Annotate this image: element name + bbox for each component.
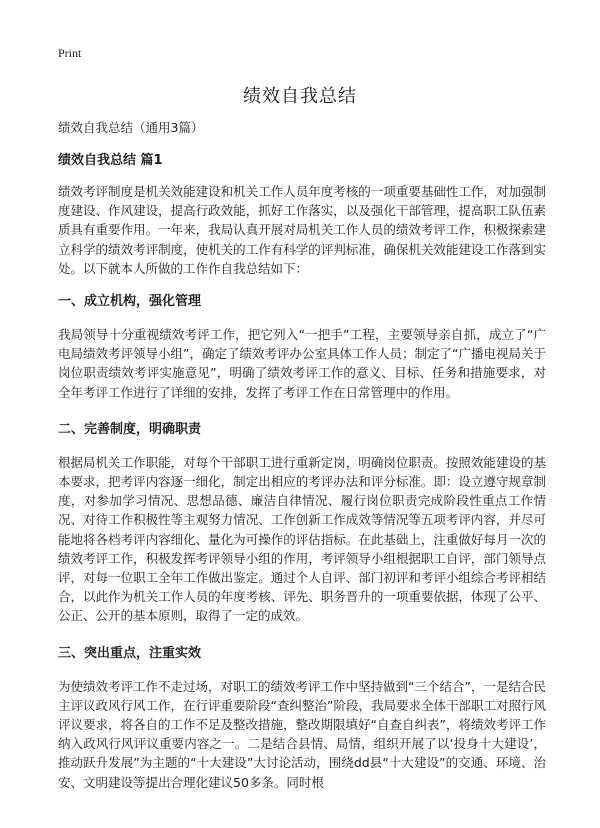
heading-establish-organization: 一、成立机构，强化管理 <box>58 294 202 310</box>
print-link[interactable]: Print <box>58 46 82 60</box>
section-title: 绩效自我总结 篇1 <box>58 153 163 168</box>
intro-paragraph: 绩效考评制度是机关效能建设和机关工作人员年度考核的一项重要基础性工作，对加强制度建设、作风建设，提高行政效能，抓好工作落实，以及强化干部管理，提高职工队伍素质具有重要作用。一年来，我局认真开展对局机关工作人员的绩效考评工作，积极探索建立科学的绩效考评制度，使机关的工作有科学的评判标准，确保机关效能建设工作落到实处。以下就本人所做的工作作自我总结如下： <box>58 184 546 276</box>
document-body <box>58 118 546 809</box>
paragraph-highlight-focus: 为使绩效考评工作不走过场，对职工的绩效考评工作中坚持做到“三个结合”，一是结合民主评议政风行风工作，在行评重要阶段“查纠整治”阶段，我局要求全体干部职工对照行风评议要求，将各自的工作不足及整改措施，整改期限填好“自查自纠表”，将绩效考评工作纳入政风行风评议重要内容之一。二是结合县情、局情，组织开展了以‘投身十大建设’，推动跃升发展”为主题的“十大建设”大讨论活动，围绕dd县“十大建设”的交通、环境、治安、文明建设等提出合理化建议50多条。同时根 <box>58 678 546 790</box>
document-subtitle: 绩效自我总结（通用3篇） <box>58 120 204 135</box>
heading-improve-system: 二、完善制度，明确职责 <box>58 421 202 437</box>
paragraph-improve-system: 根据局机关工作职能，对每个干部职工进行重新定岗，明确岗位职责。按照效能建设的基本要求，把考评内容逐一细化，制定出相应的考评办法和评分标准。即：设立遵守规章制度，对参加学习情况、思想品德、廉洁自律情况、履行岗位职责完成阶段性重点工作情况、对待工作积极性等主观努力情况、工作创新工作成效等情况等五项考评内容，并尽可能地将各档考评内容细化、量化为可操作的评估指标。在此基础上，注重做好每月一次的绩效考评工作，积极发挥考评领导小组的作用，考评领导小组根据职工自评，部门领导点评，对每一位职工全年工作做出鉴定。通过个人自评、部门初评和考评小组综合考评相结合，以此作为机关工作人员的年度考核、评先、职务晋升的一项重要依据，体现了公平、公正、公开的基本原则，取得了一定的成效。 <box>58 454 546 624</box>
document-title: 绩效自我总结 <box>243 86 357 107</box>
heading-highlight-focus: 三、突出重点，注重实效 <box>58 645 202 661</box>
paragraph-establish-organization: 我局领导十分重视绩效考评工作，把它列入“一把手”工程，主要领导亲自抓，成立了“广电局绩效考评领导小组”，确定了绩效考评办公室具体工作人员；制定了“广播电视局关于岗位职责绩效考评实施意见”，明确了绩效考评工作的意义、目标、任务和措施要求，对全年考评工作进行了详细的安排，发挥了考评工作在日常管理中的作用。 <box>58 327 546 400</box>
